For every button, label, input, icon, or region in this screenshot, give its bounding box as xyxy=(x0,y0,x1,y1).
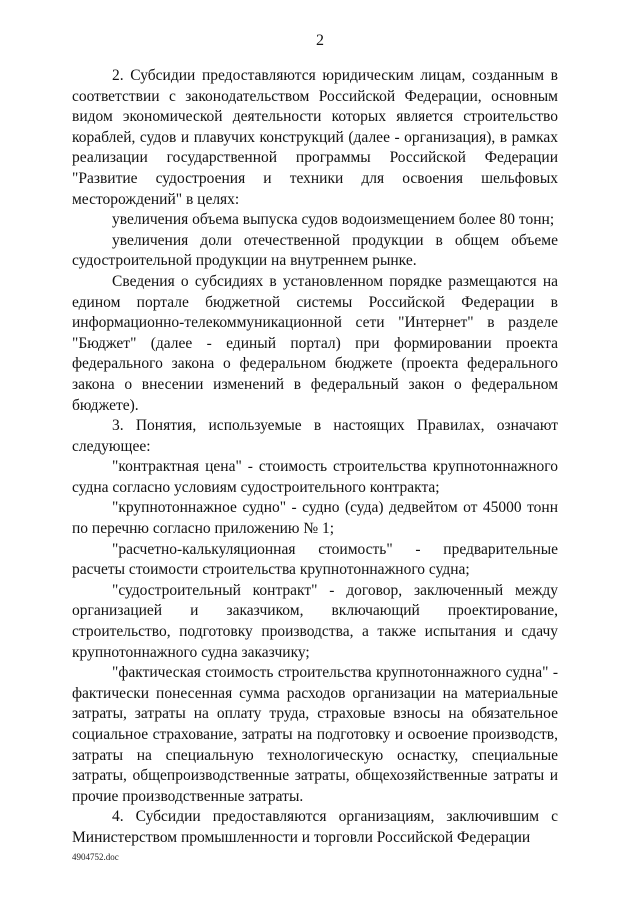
paragraph-item-4-subsidies-agreements: 4. Субсидии предоставляются организациям, заключившим с Министерством промышленности и торговли Российской Федерации xyxy=(72,808,558,846)
paragraph-item-3-definitions: 3. Понятия, используемые в настоящих Правилах, означают следующее: xyxy=(72,417,558,455)
definition-large-tonnage-vessel: "крупнотоннажное судно" - судно (суда) дедвейтом от 45000 тонн по перечню согласно приложению № 1; xyxy=(72,499,558,538)
paragraph-goal-vessel-output: увеличения объема выпуска судов водоизмещением более 80 тонн; xyxy=(112,211,555,229)
paragraph-subsidy-info-portal: Сведения о субсидиях в установленном порядке размещаются на едином портале бюджетной системы Российской Федерации в информационно-телекоммуникационной сети "Интернет" в разделе "Бюджет" (далее - единый портал) при формировании проекта федерального закона о федеральном бюджете (проекта федерального закона о внесении изменений в федеральный закон о федеральном бюджете). xyxy=(72,272,558,414)
page-number: 2 xyxy=(316,32,324,49)
definition-shipbuilding-contract: "судостроительный контракт" - договор, заключенный между организацией и заказчиком, включающий проектирование, строительство, подготовку производства, а также испытания и сдачу крупнотоннажного судна заказчику; xyxy=(72,581,558,661)
document-file-code: 4904752.doc xyxy=(72,852,119,862)
definition-actual-construction-cost: "фактическая стоимость строительства крупнотоннажного судна" - фактически понесенная сумма расходов организации на материальные затраты, затраты на оплату труда, страховые взносы на обязательное социальное страхование, затраты на подготовку и освоение производств, затраты на специальную технологическую оснастку, специальные затраты, общепроизводственные затраты, общехозяйственные затраты и прочие производственные затраты. xyxy=(72,664,558,805)
paragraph-item-2-subsidies-recipients: 2. Субсидии предоставляются юридическим лицам, созданным в соответствии с законодательством Российской Федерации, основным видом экономической деятельности которых является строительство кораблей, судов и плавучих конструкций (далее - организация), в рамках реализации государственной программы Российской Федерации "Развитие судостроения и техники для освоения шельфовых месторождений" в целях: xyxy=(72,67,558,208)
paragraph-goal-domestic-share: увеличения доли отечественной продукции в общем объеме судостроительной продукции на внутреннем рынке. xyxy=(72,231,558,270)
definition-contract-price: "контрактная цена" - стоимость строительства крупнотоннажного судна согласно условиям судостроительного контракта; xyxy=(72,458,558,496)
document-body xyxy=(72,66,558,849)
definition-estimated-cost: "расчетно-калькуляционная стоимость" - предварительные расчеты стоимости строительства крупнотоннажного судна; xyxy=(72,540,558,579)
